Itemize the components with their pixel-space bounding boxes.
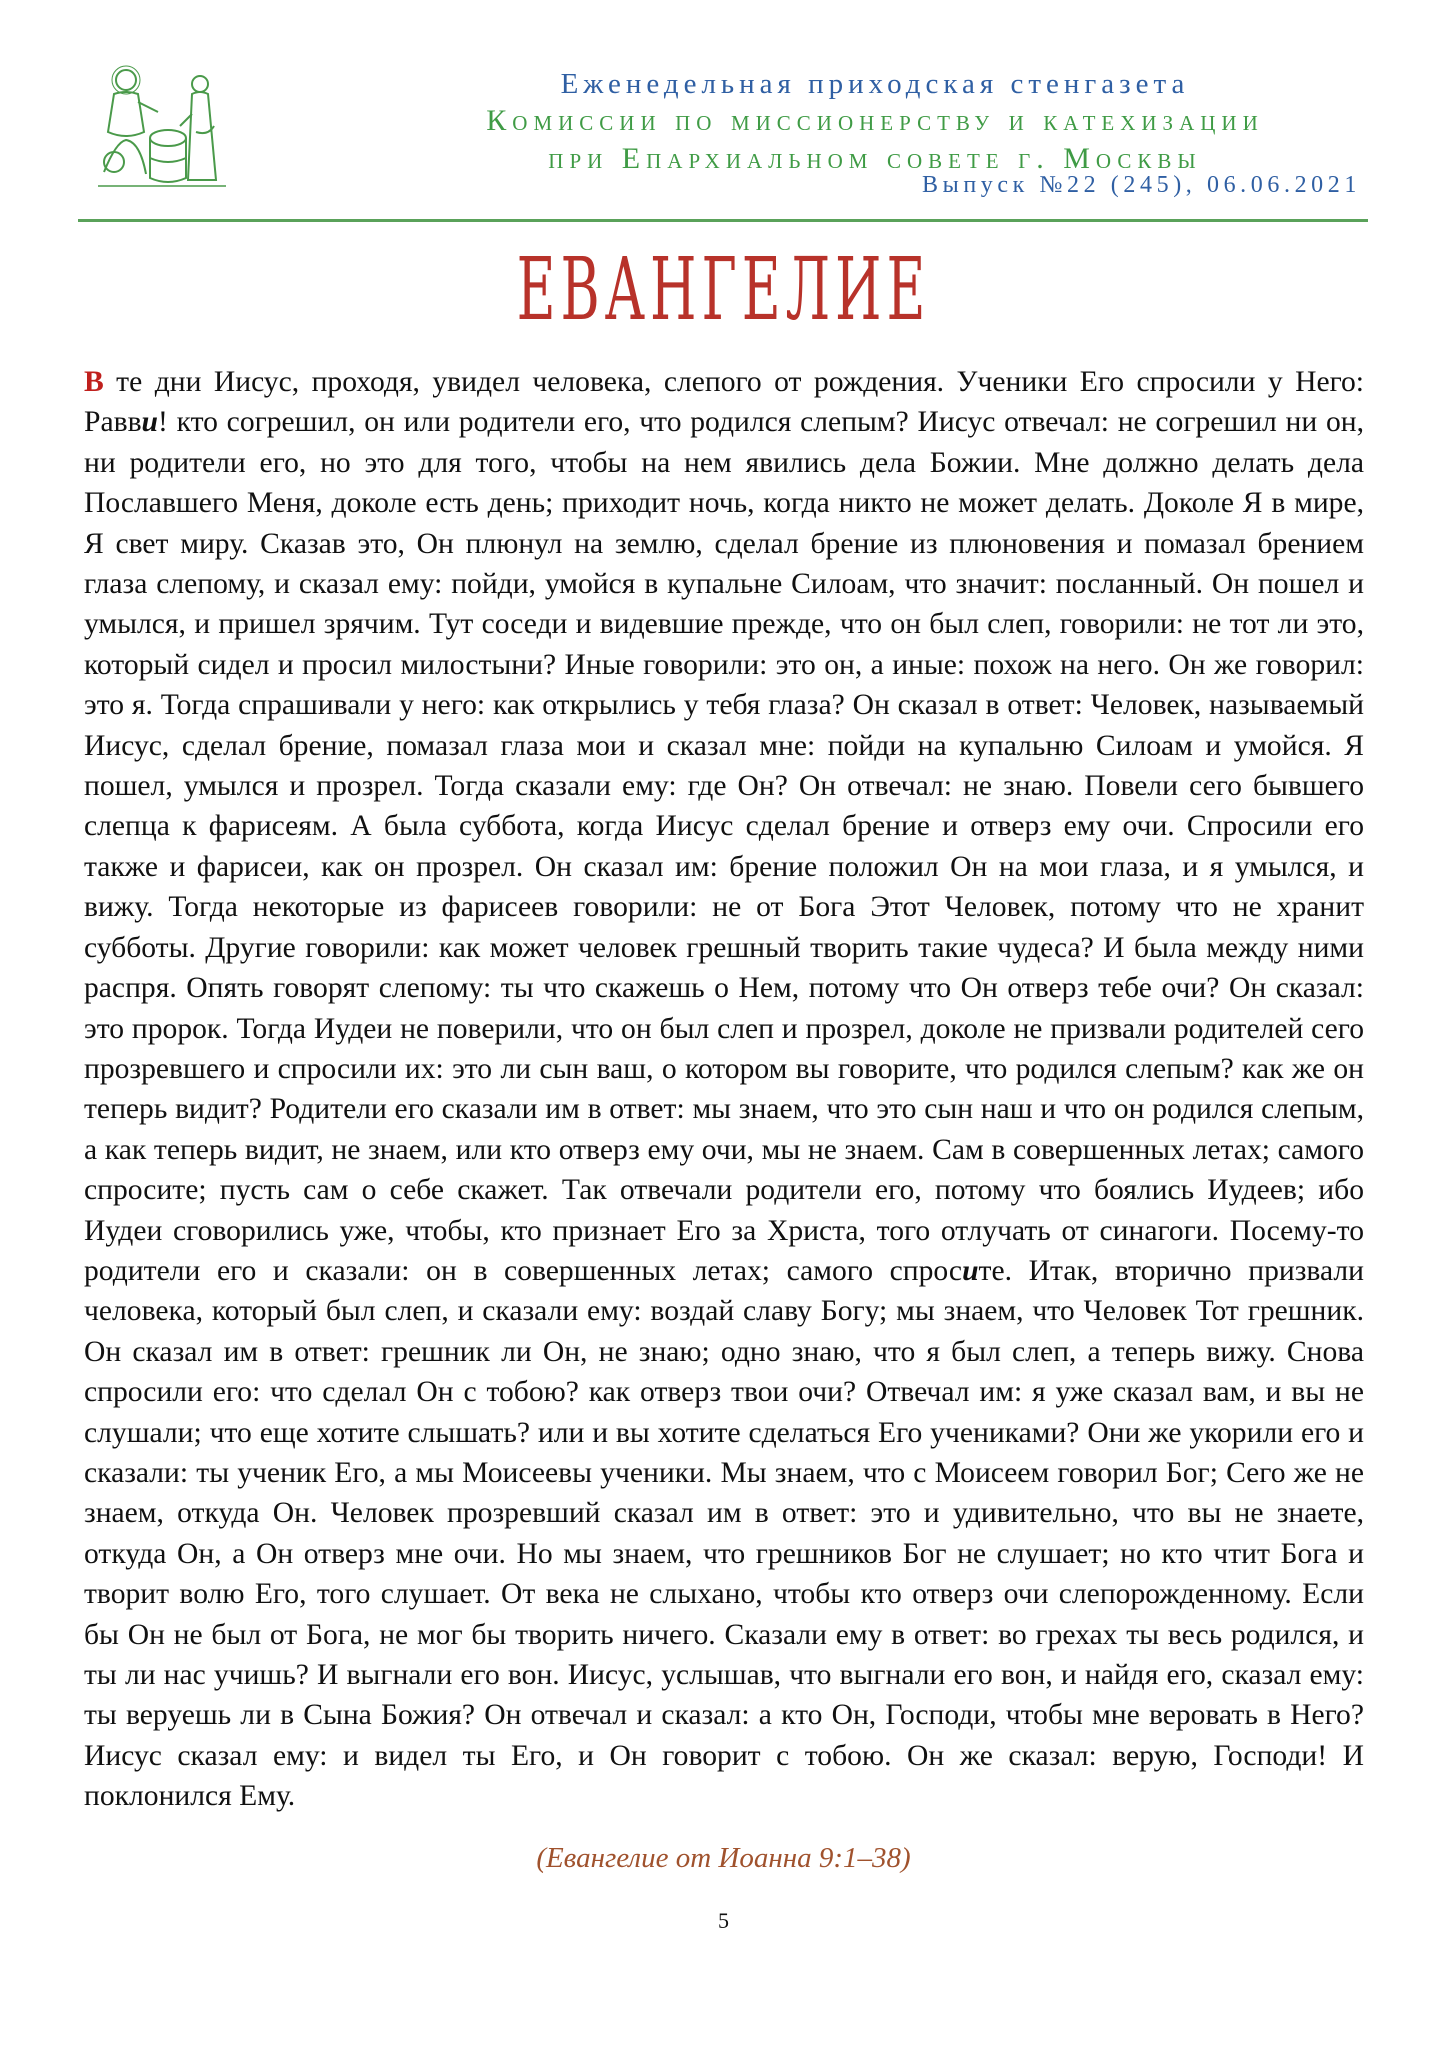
header-line-1: Еженедельная приходская стенгазета [560, 68, 1190, 100]
page-title: ЕВАНГЕЛИЕ [516, 240, 931, 340]
page-number: 5 [718, 1908, 729, 1933]
drop-cap: В [84, 366, 104, 398]
text-part-2: ! кто согрешил, он или родители его, что родился слепым? Иисус отвечал: не согрешил ни он, ни родители его, но это для того, чтобы на нем явились дела Божии. Мне должно делать дела Пославшего Меня, доколе есть день; приходит ночь, когда никто не может делать. Доколе Я в мире, Я свет миру. Сказав это, Он плюнул на землю, сделал брение из плюновения и помазал брением глаза слепому, и сказал ему: пойди, умойся в купальне Силоам, что значит: посланный. Он пошел и умылся, и пришел зрячим. Тут соседи и видевшие прежде, что он был слеп, говорили: не тот ли это, который сидел и просил милостыни? Иные говорили: это он, а иные: похож на него. Он же говорил: это я. Тогда спрашивали у него: как открылись у тебя глаза? Он сказал в ответ: Человек, называемый Иисус, сделал брение, помазал глаза мои и сказал мне: пойди на купальню Силоам и умойся. Я пошел, умылся и прозрел. Тогда сказали ему: где Он? Он отвечал: не знаю. Повели сего бывшего слепца к фарисеям. А была суббота, когда Иисус сделал брение и отверз ему очи. Спросили его также и фарисеи, как он прозрел. Он сказал им: брение положил Он на мои глаза, и я умылся, и вижу. Тогда некоторые из фарисеев говорили: не от Бога Этот Человек, потому что не хранит субботы. Другие говорили: как может человек грешный творить такие чудеса? И была между ними распря. Опять говорят слепому: ты что скажешь о Нем, потому что Он отверз тебе очи? Он сказал: это пророк. Тогда Иудеи не поверили, что он был слеп и прозрел, доколе не призвали родителей сего прозревшего и спросили их: это ли сын ваш, о котором вы говорите, что родился слепым? как же он теперь видит? Родители его сказали им в ответ: мы знаем, что это сын наш и что он родился слепым, а как теперь видит, не знаем, или кто отверз ему очи, мы не знаем. Сам в совершенных летах; самого спросите; пусть сам о себе скажет. Так отвечали родители его, потому что боялись Иудеев; ибо Иудеи сговорились уже, чтобы, кто признает Его за Христа, того отлучать от синагоги. Посему-то родители его и сказали: он в совершенных летах; самого спрос [84, 406, 1364, 1287]
gospel-text [84, 362, 1364, 1817]
header-line-2: Комиссии по миссионерству и катехизации [486, 104, 1264, 137]
text-part-3: те. Итак, вторично призвали человека, который был слеп, и сказали ему: воздай славу Богу; мы знаем, что Человек Тот грешник. Он сказал им в ответ: грешник ли Он, не знаю; одно знаю, что я был слеп, а теперь вижу. Снова спросили его: что сделал Он с тобою? как отверз твои очи? Отвечал им: я уже сказал вам, и вы не слушали; что еще хотите слышать? или и вы хотите сделаться Его учениками? Они же укорили его и сказали: ты ученик Его, а мы Моисеевы ученики. Мы знаем, что с Моисеем говорил Бог; Сего же не знаем, откуда Он. Человек прозревший сказал им в ответ: это и удивительно, что вы не знаете, откуда Он, а Он отверз мне очи. Но мы знаем, что грешников Бог не слушает; но кто чтит Бога и творит волю Его, того слушает. От века не слыхано, чтобы кто отверз очи слепорожденному. Если бы Он не был от Бога, не мог бы творить ничего. Сказали ему в ответ: во грехах ты весь родился, и ты ли нас учишь? И выгнали его вон. Иисус, услышав, что выгнали его вон, и найдя его, сказал ему: ты веруешь ли в Сына Божия? Он отвечал и сказал: а кто Он, Господи, чтобы мне веровать в Него? Иисус сказал ему: и видел ты Его, и Он говорит с тобою. Он же сказал: верую, Господи! И поклонился Ему. [84, 1254, 1364, 1813]
citation: (Евангелие от Иоанна 9:1–38) [536, 1842, 911, 1874]
issue-info: Выпуск №22 (245), 06.06.2021 [922, 172, 1361, 198]
header-line-3: при Епархиальном совете г. Москвы [548, 142, 1202, 175]
stress-mark-2: и [962, 1254, 979, 1287]
parish-logo-icon [96, 62, 228, 192]
stress-mark-1: и [141, 406, 159, 439]
text-part-1: те дни Иисус, проходя, увидел человека, слепого от рождения. Ученики Его спросили у Него: Равв [84, 366, 1364, 439]
header-titles [380, 66, 1370, 178]
header-divider [78, 219, 1368, 222]
page-header [0, 0, 1447, 230]
